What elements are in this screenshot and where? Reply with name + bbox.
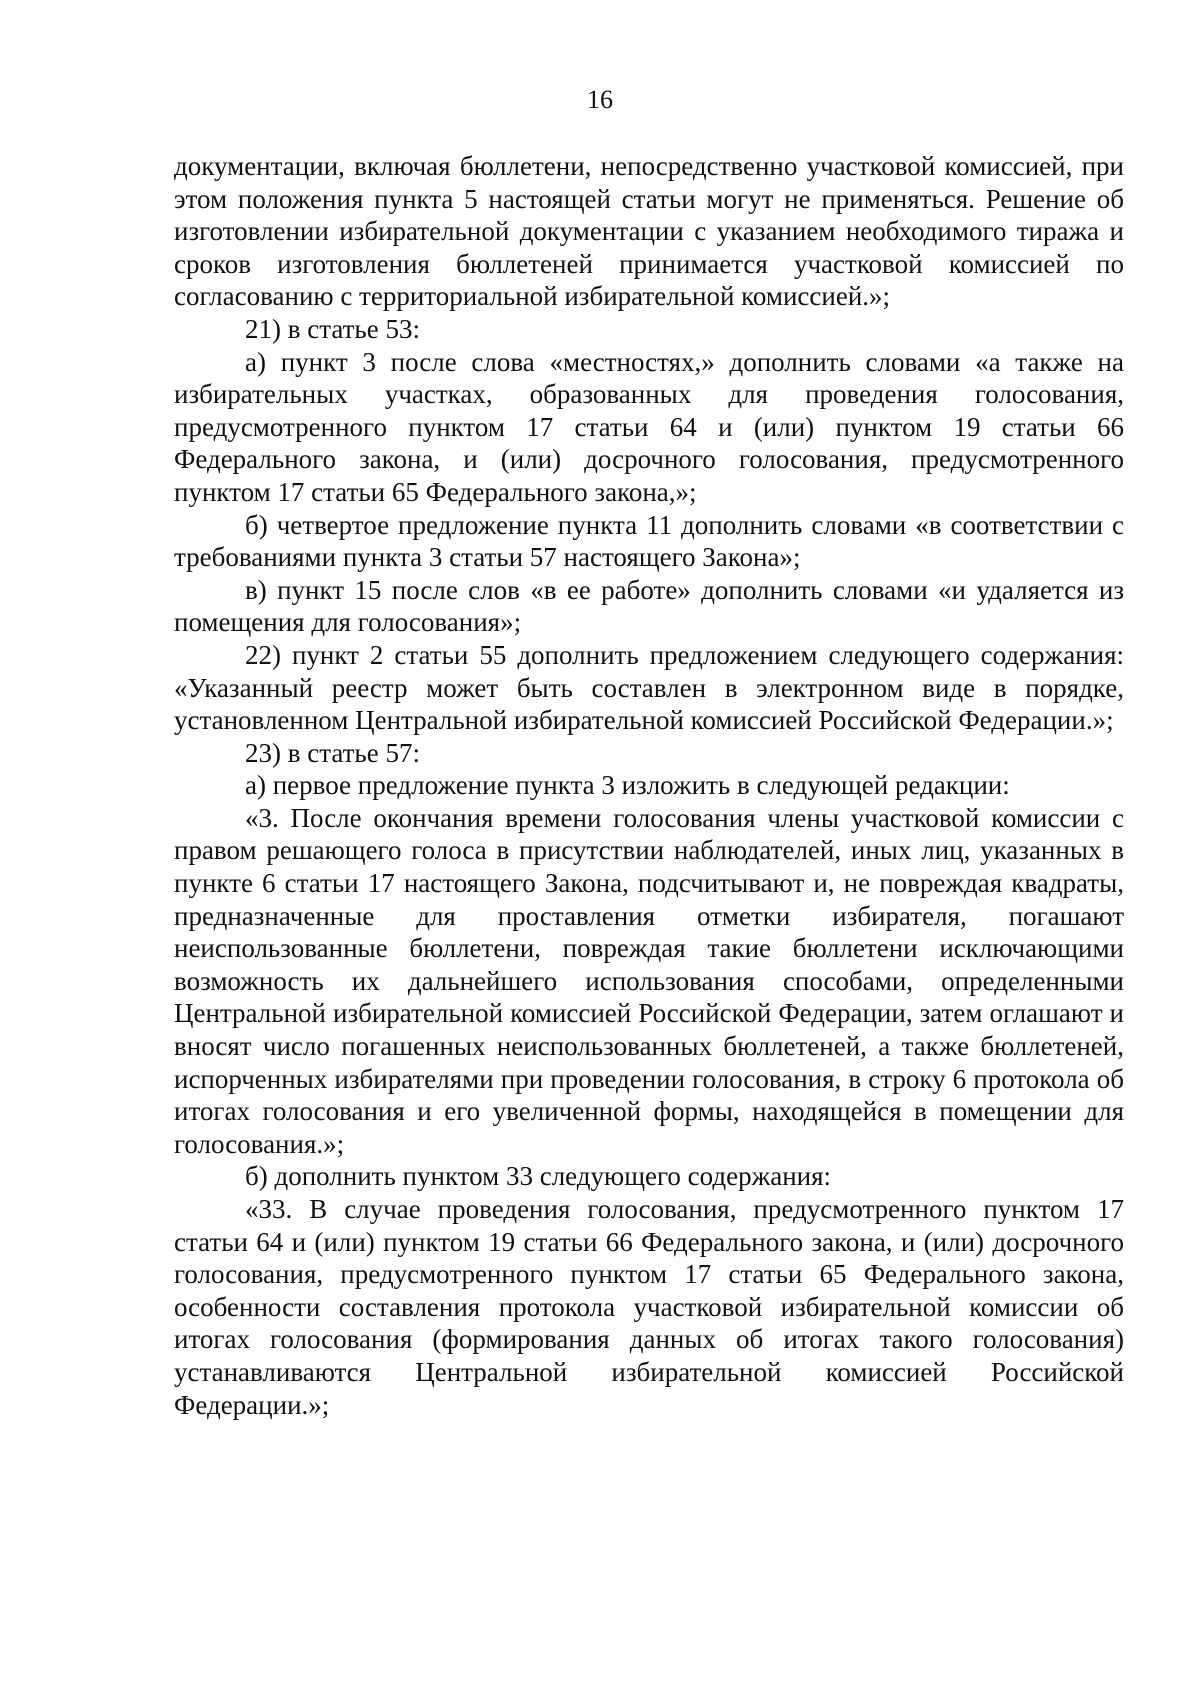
paragraph-item-21b: б) четвертое предложение пункта 11 дополнить словами «в соответствии с требованиями пункта 3 статьи 57 настоящего Закона»; [174,509,1124,573]
paragraph-continuation: документации, включая бюллетени, непосредственно участковой комиссией, при этом положения пункта 5 настоящей статьи могут не применяться. Решение об изготовлении избирательной документации с указанием необходимого тиража и сроков изготовления бюллетеней принимается участковой комиссией по согласованию с территориальной избирательной комиссией.»; [174,151,1124,312]
paragraph-item-21v: в) пункт 15 после слов «в ее работе» дополнить словами «и удаляется из помещения для голосования»; [174,574,1124,638]
paragraph-quote-33: «33. В случае проведения голосования, предусмотренного пунктом 17 статьи 64 и (или) пунктом 19 статьи 66 Федерального закона, и (или) досрочного голосования, предусмотренного пунктом 17 статьи 65 Федерального закона, особенности составления протокола участковой избирательной комиссии об итогах голосования (формирования данных об итогах такого голосования) устанавливаются Центральной избирательной комиссией Российской Федерации.»; [174,1194,1124,1420]
paragraph-item-22: 22) пункт 2 статьи 55 дополнить предложением следующего содержания: «Указанный реестр может быть составлен в электронном виде в порядке, установленном Центральной избирательной комиссией Российской Федерации.»; [174,639,1124,736]
paragraph-item-21a: а) пункт 3 после слова «местностях,» дополнить словами «а также на избирательных участках, образованных для проведения голосования, предусмотренного пунктом 17 статьи 64 и (или) пунктом 19 статьи 66 Федерального закона, и (или) досрочного голосования, предусмотренного пунктом 17 статьи 65 Федерального закона,»; [174,346,1124,507]
paragraph-quote-3: «3. После окончания времени голосования члены участковой комиссии с правом решающего голоса в присутствии наблюдателей, иных лиц, указанных в пункте 6 статьи 17 настоящего Закона, подсчитывают и, не повреждая квадраты, предназначенные для проставления отметки избирателя, погашают неиспользованные бюллетени, повреждая такие бюллетени исключающими возможность их дальнейшего использования способами, определенными Центральной избирательной комиссией Российской Федерации, затем оглашают и вносят число погашенных неиспользованных бюллетеней, а также бюллетеней, испорченных избирателями при проведении голосования, в строку 6 протокола об итогах голосования и его увеличенной формы, находящейся в помещении для голосования.»; [174,802,1124,1159]
paragraph-item-21: 21) в статье 53: [245,313,420,344]
page-number: 16 [587,85,613,114]
document-body [174,150,1124,1421]
paragraph-item-23b: б) дополнить пунктом 33 следующего содержания: [245,1161,832,1192]
paragraph-item-23: 23) в статье 57: [245,737,420,768]
paragraph-item-23a: а) первое предложение пункта 3 изложить в следующей редакции: [245,770,1010,801]
